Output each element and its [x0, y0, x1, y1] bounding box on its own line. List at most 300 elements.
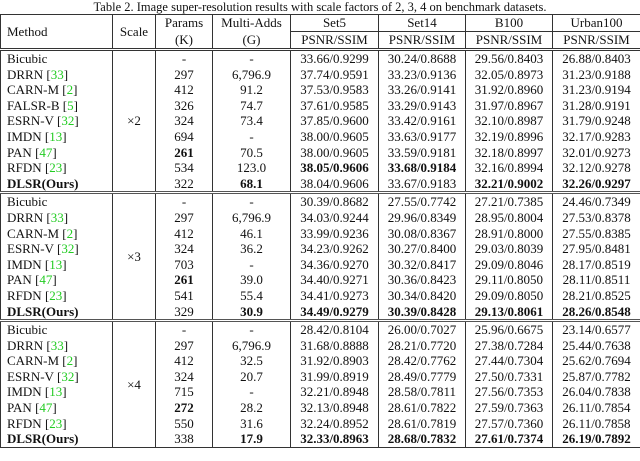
method-cell: CARN-M [2]: [1, 82, 113, 98]
madds-cell: [213, 82, 291, 98]
method-name: Bicubic: [7, 322, 48, 338]
psnr-ssim-cell: 37.85/0.9600: [291, 113, 379, 129]
psnr-ssim-cell: 27.61/0.7374: [466, 431, 553, 447]
header-metric: PSNR/SSIM: [379, 32, 466, 50]
method-cell: [1, 50, 113, 67]
psnr-ssim-cell: 31.97/0.8967: [466, 98, 553, 114]
madds-value: 68.1: [240, 175, 263, 191]
header-params-unit: (K): [156, 32, 213, 50]
method-name: FALSR-B: [7, 97, 60, 113]
psnr-ssim-cell: 27.55/0.7742: [379, 193, 466, 210]
params-value: 261: [174, 144, 194, 160]
method-cell: DRRN [33]: [1, 210, 113, 226]
params-cell: [156, 50, 213, 67]
psnr-ssim-cell: 32.21/0.8948: [291, 384, 379, 400]
table-row: [1, 193, 640, 210]
psnr-ssim-cell: 32.33/0.8963: [291, 431, 379, 447]
method-name: CARN-M: [7, 82, 60, 98]
params-cell: [156, 210, 213, 226]
psnr-ssim-cell: 32.21/0.9002: [466, 176, 553, 193]
params-value: 694: [174, 128, 194, 144]
psnr-ssim-cell: 30.34/0.8420: [379, 288, 466, 304]
params-value: 322: [174, 175, 194, 191]
method-name: DRRN: [7, 66, 44, 82]
table-row: [1, 241, 640, 257]
psnr-ssim-cell: 32.10/0.8987: [466, 113, 553, 129]
table-row: [1, 160, 640, 176]
madds-cell: [213, 400, 291, 416]
scale-block: [1, 50, 640, 193]
psnr-ssim-cell: 32.05/0.8973: [466, 67, 553, 83]
madds-cell: [213, 210, 291, 226]
madds-value: 6,796.9: [232, 337, 271, 353]
params-cell: [156, 98, 213, 114]
method-cell: [1, 193, 113, 210]
scale-block: [1, 193, 640, 321]
method-name: Bicubic: [7, 194, 48, 210]
method-name: IMDN: [7, 384, 42, 400]
madds-cell: [213, 113, 291, 129]
params-cell: [156, 338, 213, 354]
psnr-ssim-cell: 38.00/0.9605: [291, 145, 379, 161]
method-cell: [1, 176, 113, 193]
table-row: [1, 210, 640, 226]
params-value: 261: [174, 272, 194, 288]
method-cell: DRRN [33]: [1, 338, 113, 354]
psnr-ssim-cell: 33.59/0.9181: [379, 145, 466, 161]
header-scale: Scale: [113, 15, 156, 50]
params-value: 297: [174, 66, 194, 82]
header-dataset-set5: Set5: [291, 15, 379, 32]
params-cell: [156, 384, 213, 400]
params-cell: [156, 241, 213, 257]
madds-value: -: [249, 322, 254, 338]
method-name: Bicubic: [7, 51, 48, 66]
method-name: PAN: [7, 272, 32, 288]
params-value: 412: [174, 82, 194, 98]
header-dataset-b100: B100: [466, 15, 553, 32]
psnr-ssim-cell: 29.09/0.8050: [466, 288, 553, 304]
params-value: 329: [174, 303, 194, 319]
psnr-ssim-cell: 28.21/0.7720: [379, 338, 466, 354]
table-row: [1, 176, 640, 193]
psnr-ssim-cell: 38.05/0.9606: [291, 160, 379, 176]
table-row: [1, 82, 640, 98]
table-row: [1, 416, 640, 432]
method-name: DRRN: [7, 337, 44, 353]
params-cell: [156, 272, 213, 288]
results-table: [0, 14, 640, 448]
table-row: [1, 113, 640, 129]
madds-cell: [213, 257, 291, 273]
params-cell: [156, 431, 213, 447]
method-name: DLSR(Ours): [7, 175, 79, 191]
table-row: [1, 288, 640, 304]
params-value: 550: [174, 415, 194, 431]
psnr-ssim-cell: 38.00/0.9605: [291, 129, 379, 145]
method-name: IMDN: [7, 128, 42, 144]
psnr-ssim-cell: 33.66/0.9299: [291, 50, 379, 67]
method-cell: IMDN [13]: [1, 257, 113, 273]
params-cell: [156, 160, 213, 176]
psnr-ssim-cell: 30.39/0.8682: [291, 193, 379, 210]
psnr-ssim-cell: 28.26/0.8548: [553, 304, 640, 321]
madds-value: -: [249, 256, 254, 272]
table-row: [1, 98, 640, 114]
psnr-ssim-cell: 30.36/0.8423: [379, 272, 466, 288]
madds-value: -: [249, 194, 254, 210]
scale-cell: ×4: [113, 321, 156, 448]
params-value: 541: [174, 287, 194, 303]
params-value: 412: [174, 353, 194, 369]
psnr-ssim-cell: 31.92/0.8903: [291, 353, 379, 369]
madds-value: 74.7: [240, 97, 263, 113]
method-name: DLSR(Ours): [7, 303, 79, 319]
psnr-ssim-cell: 33.26/0.9141: [379, 82, 466, 98]
psnr-ssim-cell: 38.04/0.9606: [291, 176, 379, 193]
psnr-ssim-cell: 28.21/0.8525: [553, 288, 640, 304]
psnr-ssim-cell: 34.49/0.9279: [291, 304, 379, 321]
table-caption: Table 2. Image super-resolution results with scale factors of 2, 3, 4 on benchmark datasets.: [93, 0, 547, 14]
method-name: RFDN: [7, 415, 42, 431]
method-cell: FALSR-B [5]: [1, 98, 113, 114]
psnr-ssim-cell: 33.42/0.9161: [379, 113, 466, 129]
psnr-ssim-cell: 28.61/0.7822: [379, 400, 466, 416]
table-row: [1, 50, 640, 67]
method-cell: CARN-M [2]: [1, 353, 113, 369]
psnr-ssim-cell: 29.13/0.8061: [466, 304, 553, 321]
citation-link[interactable]: 23: [49, 160, 63, 176]
citation-link[interactable]: 47: [39, 272, 53, 288]
psnr-ssim-cell: 33.67/0.9183: [379, 176, 466, 193]
header-params: Params: [156, 15, 213, 32]
header-madds: Multi-Adds: [213, 15, 291, 32]
madds-cell: [213, 353, 291, 369]
params-value: 324: [174, 368, 194, 384]
citation-link[interactable]: 23: [49, 287, 63, 303]
psnr-ssim-cell: 30.39/0.8428: [379, 304, 466, 321]
citation-link[interactable]: 13: [49, 384, 63, 400]
psnr-ssim-cell: 33.68/0.9184: [379, 160, 466, 176]
psnr-ssim-cell: 27.59/0.7363: [466, 400, 553, 416]
psnr-ssim-cell: 24.46/0.7349: [553, 193, 640, 210]
psnr-ssim-cell: 28.95/0.8004: [466, 210, 553, 226]
madds-cell: [213, 129, 291, 145]
table-row: [1, 67, 640, 83]
madds-value: 36.2: [240, 241, 263, 257]
params-cell: [156, 304, 213, 321]
method-cell: [1, 321, 113, 338]
psnr-ssim-cell: 32.13/0.8948: [291, 400, 379, 416]
psnr-ssim-cell: 33.99/0.9236: [291, 226, 379, 242]
method-cell: DRRN [33]: [1, 67, 113, 83]
madds-cell: [213, 369, 291, 385]
method-name: ESRN-V: [7, 368, 54, 384]
psnr-ssim-cell: 30.08/0.8367: [379, 226, 466, 242]
params-value: 715: [174, 384, 194, 400]
params-cell: [156, 400, 213, 416]
header-metric: PSNR/SSIM: [291, 32, 379, 50]
header-dataset-set14: Set14: [379, 15, 466, 32]
psnr-ssim-cell: 26.11/0.7858: [553, 416, 640, 432]
params-value: 326: [174, 97, 194, 113]
psnr-ssim-cell: 28.58/0.7811: [379, 384, 466, 400]
params-value: -: [181, 194, 187, 210]
params-cell: [156, 145, 213, 161]
psnr-ssim-cell: 28.42/0.7762: [379, 353, 466, 369]
psnr-ssim-cell: 27.44/0.7304: [466, 353, 553, 369]
table-row: [1, 145, 640, 161]
psnr-ssim-cell: 34.36/0.9270: [291, 257, 379, 273]
params-value: 272: [174, 400, 194, 416]
psnr-ssim-cell: 28.17/0.8519: [553, 257, 640, 273]
psnr-ssim-cell: 32.26/0.9297: [553, 176, 640, 193]
psnr-ssim-cell: 27.38/0.7284: [466, 338, 553, 354]
scale-block: [1, 321, 640, 448]
table-row: [1, 321, 640, 338]
method-name: IMDN: [7, 256, 42, 272]
psnr-ssim-cell: 30.32/0.8417: [379, 257, 466, 273]
method-cell: IMDN [13]: [1, 384, 113, 400]
madds-cell: [213, 176, 291, 193]
method-name: ESRN-V: [7, 241, 54, 257]
madds-cell: [213, 145, 291, 161]
table-row: [1, 369, 640, 385]
madds-value: 32.5: [240, 353, 263, 369]
madds-cell: [213, 321, 291, 338]
psnr-ssim-cell: 32.16/0.8994: [466, 160, 553, 176]
method-name: ESRN-V: [7, 113, 54, 129]
params-cell: [156, 193, 213, 210]
madds-cell: [213, 160, 291, 176]
psnr-ssim-cell: 31.28/0.9191: [553, 98, 640, 114]
params-value: 412: [174, 225, 194, 241]
table-row: [1, 338, 640, 354]
scale-cell: ×3: [113, 193, 156, 321]
table-row: [1, 384, 640, 400]
table-row: [1, 304, 640, 321]
madds-cell: [213, 226, 291, 242]
psnr-ssim-cell: 27.56/0.7353: [466, 384, 553, 400]
psnr-ssim-cell: 23.14/0.6577: [553, 321, 640, 338]
psnr-ssim-cell: 32.24/0.8952: [291, 416, 379, 432]
method-name: PAN: [7, 144, 32, 160]
psnr-ssim-cell: 32.12/0.9278: [553, 160, 640, 176]
citation-link[interactable]: 2: [66, 82, 74, 98]
madds-cell: [213, 288, 291, 304]
madds-cell: [213, 431, 291, 447]
psnr-ssim-cell: 31.23/0.9188: [553, 67, 640, 83]
params-value: 324: [174, 241, 194, 257]
madds-value: -: [249, 384, 254, 400]
psnr-ssim-cell: 27.55/0.8385: [553, 226, 640, 242]
madds-value: 6,796.9: [232, 209, 271, 225]
citation-link[interactable]: 33: [50, 209, 64, 225]
method-name: RFDN: [7, 160, 42, 176]
psnr-ssim-cell: 25.44/0.7638: [553, 338, 640, 354]
madds-value: 46.1: [240, 225, 263, 241]
params-cell: [156, 129, 213, 145]
params-value: 338: [174, 431, 194, 447]
header-dataset-urban100: Urban100: [553, 15, 640, 32]
madds-cell: [213, 384, 291, 400]
method-cell: ESRN-V [32]: [1, 369, 113, 385]
table-header: [1, 15, 640, 50]
psnr-ssim-cell: 27.50/0.7331: [466, 369, 553, 385]
params-cell: [156, 176, 213, 193]
params-cell: [156, 353, 213, 369]
scale-cell: ×2: [113, 50, 156, 193]
psnr-ssim-cell: 30.24/0.8688: [379, 50, 466, 67]
header-metric: PSNR/SSIM: [466, 32, 553, 50]
params-value: 703: [174, 256, 194, 272]
citation-link[interactable]: 32: [61, 241, 75, 257]
psnr-ssim-cell: 34.23/0.9262: [291, 241, 379, 257]
psnr-ssim-cell: 29.11/0.8050: [466, 272, 553, 288]
method-cell: CARN-M [2]: [1, 226, 113, 242]
madds-value: 17.9: [240, 431, 263, 447]
psnr-ssim-cell: 25.62/0.7694: [553, 353, 640, 369]
psnr-ssim-cell: 32.18/0.8997: [466, 145, 553, 161]
madds-cell: [213, 338, 291, 354]
params-cell: [156, 288, 213, 304]
madds-cell: [213, 304, 291, 321]
psnr-ssim-cell: 27.57/0.7360: [466, 416, 553, 432]
citation-link[interactable]: 13: [49, 128, 63, 144]
method-cell: ESRN-V [32]: [1, 241, 113, 257]
table-row: [1, 226, 640, 242]
params-cell: [156, 67, 213, 83]
table-row: [1, 431, 640, 447]
params-cell: [156, 321, 213, 338]
method-name: PAN: [7, 400, 32, 416]
method-cell: PAN [47]: [1, 400, 113, 416]
madds-value: 55.4: [240, 287, 263, 303]
psnr-ssim-cell: 25.96/0.6675: [466, 321, 553, 338]
madds-cell: [213, 241, 291, 257]
psnr-ssim-cell: 33.23/0.9136: [379, 67, 466, 83]
params-value: -: [181, 322, 187, 338]
psnr-ssim-cell: 34.41/0.9273: [291, 288, 379, 304]
citation-link[interactable]: 13: [49, 256, 63, 272]
method-cell: RFDN [23]: [1, 160, 113, 176]
psnr-ssim-cell: 28.11/0.8511: [553, 272, 640, 288]
psnr-ssim-cell: 27.95/0.8481: [553, 241, 640, 257]
madds-value: 91.2: [240, 82, 263, 98]
psnr-ssim-cell: 37.74/0.9591: [291, 67, 379, 83]
psnr-ssim-cell: 28.42/0.8104: [291, 321, 379, 338]
citation-link[interactable]: 2: [66, 225, 74, 241]
psnr-ssim-cell: 31.23/0.9194: [553, 82, 640, 98]
psnr-ssim-cell: 33.29/0.9143: [379, 98, 466, 114]
method-name: CARN-M: [7, 225, 60, 241]
psnr-ssim-cell: 31.79/0.9248: [553, 113, 640, 129]
madds-value: 6,796.9: [232, 66, 271, 82]
table-row: [1, 353, 640, 369]
params-value: 297: [174, 337, 194, 353]
params-cell: [156, 113, 213, 129]
method-name: CARN-M: [7, 353, 60, 369]
params-cell: [156, 226, 213, 242]
table-row: [1, 400, 640, 416]
params-value: -: [181, 51, 187, 66]
citation-link[interactable]: 5: [67, 97, 74, 113]
psnr-ssim-cell: 37.53/0.9583: [291, 82, 379, 98]
madds-value: 39.0: [240, 272, 263, 288]
params-cell: [156, 257, 213, 273]
params-cell: [156, 82, 213, 98]
psnr-ssim-cell: 26.19/0.7892: [553, 431, 640, 447]
psnr-ssim-cell: 29.09/0.8046: [466, 257, 553, 273]
madds-value: 123.0: [236, 160, 267, 176]
psnr-ssim-cell: 28.49/0.7779: [379, 369, 466, 385]
psnr-ssim-cell: 25.87/0.7782: [553, 369, 640, 385]
madds-value: 30.9: [240, 303, 263, 319]
psnr-ssim-cell: 26.00/0.7027: [379, 321, 466, 338]
psnr-ssim-cell: 34.03/0.9244: [291, 210, 379, 226]
psnr-ssim-cell: 29.03/0.8039: [466, 241, 553, 257]
method-cell: [1, 431, 113, 447]
madds-value: 31.6: [240, 415, 263, 431]
method-cell: RFDN [23]: [1, 288, 113, 304]
params-cell: [156, 416, 213, 432]
psnr-ssim-cell: 27.53/0.8378: [553, 210, 640, 226]
madds-value: 70.5: [240, 144, 263, 160]
madds-value: -: [249, 51, 254, 66]
params-value: 297: [174, 209, 194, 225]
madds-value: 73.4: [240, 113, 263, 129]
psnr-ssim-cell: 31.92/0.8960: [466, 82, 553, 98]
citation-link[interactable]: 2: [66, 353, 74, 369]
psnr-ssim-cell: 29.56/0.8403: [466, 50, 553, 67]
params-value: 534: [174, 160, 194, 176]
psnr-ssim-cell: 37.61/0.9585: [291, 98, 379, 114]
citation-link[interactable]: 23: [49, 415, 63, 431]
psnr-ssim-cell: 32.17/0.9283: [553, 129, 640, 145]
psnr-ssim-cell: 32.19/0.8996: [466, 129, 553, 145]
psnr-ssim-cell: 26.88/0.8403: [553, 50, 640, 67]
madds-cell: [213, 416, 291, 432]
madds-cell: [213, 98, 291, 114]
psnr-ssim-cell: 31.68/0.8888: [291, 338, 379, 354]
psnr-ssim-cell: 34.40/0.9271: [291, 272, 379, 288]
citation-link[interactable]: 33: [50, 337, 64, 353]
psnr-ssim-cell: 30.27/0.8400: [379, 241, 466, 257]
citation-link[interactable]: 33: [50, 66, 64, 82]
method-name: DRRN: [7, 209, 44, 225]
method-name: RFDN: [7, 287, 42, 303]
citation-link[interactable]: 47: [39, 400, 53, 416]
method-cell: PAN [47]: [1, 145, 113, 161]
citation-link[interactable]: 32: [61, 113, 75, 129]
madds-value: 28.2: [240, 400, 263, 416]
citation-link[interactable]: 47: [39, 144, 53, 160]
method-cell: PAN [47]: [1, 272, 113, 288]
method-cell: [1, 304, 113, 321]
method-cell: IMDN [13]: [1, 129, 113, 145]
citation-link[interactable]: 32: [61, 368, 75, 384]
psnr-ssim-cell: 33.63/0.9177: [379, 129, 466, 145]
table-row: [1, 129, 640, 145]
madds-cell: [213, 67, 291, 83]
table-row: [1, 272, 640, 288]
psnr-ssim-cell: 27.21/0.7385: [466, 193, 553, 210]
madds-cell: [213, 272, 291, 288]
madds-cell: [213, 193, 291, 210]
psnr-ssim-cell: 28.68/0.7832: [379, 431, 466, 447]
header-madds-unit: (G): [213, 32, 291, 50]
psnr-ssim-cell: 28.61/0.7819: [379, 416, 466, 432]
